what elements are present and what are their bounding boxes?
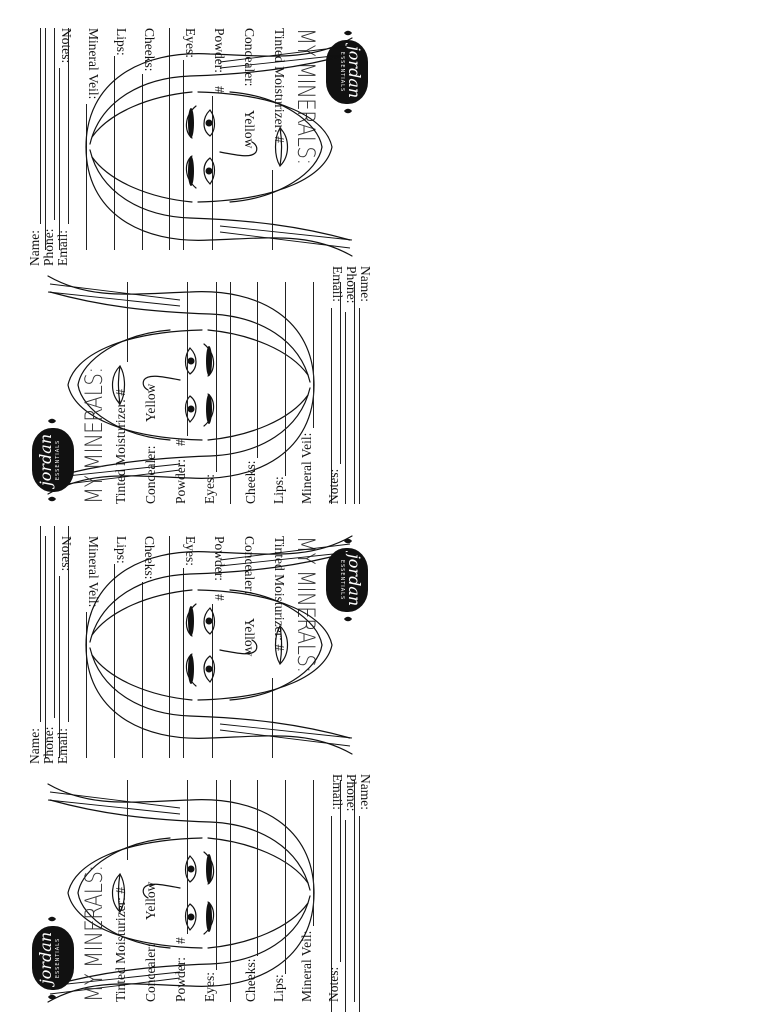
logo-sub: ESSENTIALS bbox=[339, 51, 345, 93]
cheeks-label: Cheeks: bbox=[243, 958, 258, 1002]
concealer-label: Concealer: bbox=[242, 28, 257, 87]
veil-line[interactable] bbox=[313, 780, 314, 926]
cheeks-label: Cheeks: bbox=[142, 28, 157, 72]
fleur-ornament-icon bbox=[47, 992, 57, 1002]
face-illustration-icon bbox=[80, 32, 364, 262]
notes-line-2[interactable] bbox=[354, 780, 355, 1002]
card-title: MY MINERALS: bbox=[292, 28, 320, 165]
notes-line[interactable] bbox=[340, 780, 341, 962]
powder-hash: # bbox=[212, 594, 227, 601]
card-top-left bbox=[20, 22, 364, 512]
notes-line[interactable] bbox=[340, 282, 341, 464]
notes-label: Notes: bbox=[59, 28, 74, 64]
phone-label: Phone: bbox=[41, 228, 56, 266]
tinted-label: Tinted Moisturizer: # bbox=[272, 536, 287, 652]
email-line[interactable] bbox=[68, 28, 69, 224]
phone-label: Phone: bbox=[41, 726, 56, 764]
card-bottom-left bbox=[20, 520, 364, 1010]
card-title: MY MINERALS: bbox=[80, 865, 108, 1002]
name-label: Name: bbox=[358, 774, 373, 810]
powder-line[interactable] bbox=[187, 780, 188, 934]
eyes-label: Eyes: bbox=[183, 536, 198, 566]
eyes-line-2[interactable] bbox=[230, 282, 231, 504]
concealer-value: Yellow bbox=[242, 110, 257, 149]
name-label: Name: bbox=[27, 230, 42, 266]
phone-label: Phone: bbox=[344, 774, 359, 812]
concealer-value: Yellow bbox=[242, 618, 257, 657]
name-label: Name: bbox=[358, 266, 373, 302]
veil-line[interactable] bbox=[313, 282, 314, 428]
phone-label: Phone: bbox=[344, 266, 359, 304]
logo bbox=[28, 416, 78, 504]
tinted-label: Tinted Moisturizer: # bbox=[113, 388, 128, 504]
logo bbox=[28, 914, 78, 1002]
concealer-label: Concealer: bbox=[143, 943, 158, 1002]
tinted-line[interactable] bbox=[127, 282, 128, 362]
logo-script: jordan bbox=[36, 433, 55, 487]
card-title: MY MINERALS: bbox=[80, 367, 108, 504]
concealer-label: Concealer: bbox=[242, 536, 257, 595]
lips-line[interactable] bbox=[285, 780, 286, 974]
eyes-line[interactable] bbox=[216, 282, 217, 472]
concealer-value: Yellow bbox=[143, 383, 158, 422]
powder-label: Powder: bbox=[173, 459, 188, 504]
phone-line[interactable] bbox=[54, 28, 55, 220]
tinted-label: Tinted Moisturizer: # bbox=[272, 28, 287, 144]
logo-script: jordan bbox=[345, 553, 364, 607]
veil-label: Mineral Veil: bbox=[86, 536, 101, 608]
lips-label: Lips: bbox=[114, 536, 129, 564]
name-line[interactable] bbox=[40, 526, 41, 722]
fleur-ornament-icon bbox=[47, 914, 57, 924]
tinted-line[interactable] bbox=[127, 780, 128, 860]
powder-hash: # bbox=[212, 86, 227, 93]
veil-label: Mineral Veil: bbox=[86, 28, 101, 100]
name-label: Name: bbox=[27, 728, 42, 764]
logo-sub: ESSENTIALS bbox=[339, 559, 345, 601]
notes-label: Notes: bbox=[59, 536, 74, 572]
email-label: Email: bbox=[55, 728, 70, 764]
cheeks-label: Cheeks: bbox=[243, 460, 258, 504]
email-line[interactable] bbox=[68, 526, 69, 722]
name-line[interactable] bbox=[40, 28, 41, 224]
veil-label: Mineral Veil: bbox=[299, 930, 314, 1002]
concealer-value: Yellow bbox=[143, 881, 158, 920]
cheeks-line[interactable] bbox=[257, 282, 258, 458]
email-label: Email: bbox=[330, 774, 345, 810]
eyes-label: Eyes: bbox=[202, 474, 217, 504]
powder-label: Powder: bbox=[173, 957, 188, 1002]
email-label: Email: bbox=[330, 266, 345, 302]
face-illustration-icon bbox=[80, 530, 364, 760]
powder-hash: # bbox=[173, 937, 188, 944]
notes-line-2[interactable] bbox=[354, 282, 355, 504]
eyes-line[interactable] bbox=[216, 780, 217, 970]
logo-sub: ESSENTIALS bbox=[55, 439, 61, 481]
cheeks-label: Cheeks: bbox=[142, 536, 157, 580]
concealer-label: Concealer: bbox=[143, 445, 158, 504]
logo-sub: ESSENTIALS bbox=[55, 937, 61, 979]
notes-label: Notes: bbox=[326, 966, 341, 1002]
card-title: MY MINERALS: bbox=[292, 536, 320, 673]
eyes-label: Eyes: bbox=[202, 972, 217, 1002]
lips-label: Lips: bbox=[114, 28, 129, 56]
fleur-ornament-icon bbox=[47, 416, 57, 426]
powder-hash: # bbox=[173, 439, 188, 446]
veil-label: Mineral Veil: bbox=[299, 432, 314, 504]
powder-label: Powder: bbox=[212, 28, 227, 73]
phone-line[interactable] bbox=[54, 526, 55, 718]
powder-label: Powder: bbox=[212, 536, 227, 581]
fleur-ornament-icon bbox=[47, 494, 57, 504]
lips-label: Lips: bbox=[271, 974, 286, 1002]
eyes-label: Eyes: bbox=[183, 28, 198, 58]
lips-label: Lips: bbox=[271, 476, 286, 504]
eyes-line-2[interactable] bbox=[230, 780, 231, 1002]
powder-line[interactable] bbox=[187, 282, 188, 436]
notes-label: Notes: bbox=[326, 468, 341, 504]
logo-script: jordan bbox=[36, 931, 55, 985]
cheeks-line[interactable] bbox=[257, 780, 258, 956]
email-label: Email: bbox=[55, 230, 70, 266]
logo-script: jordan bbox=[345, 45, 364, 99]
lips-line[interactable] bbox=[285, 282, 286, 476]
tinted-label: Tinted Moisturizer: # bbox=[113, 886, 128, 1002]
